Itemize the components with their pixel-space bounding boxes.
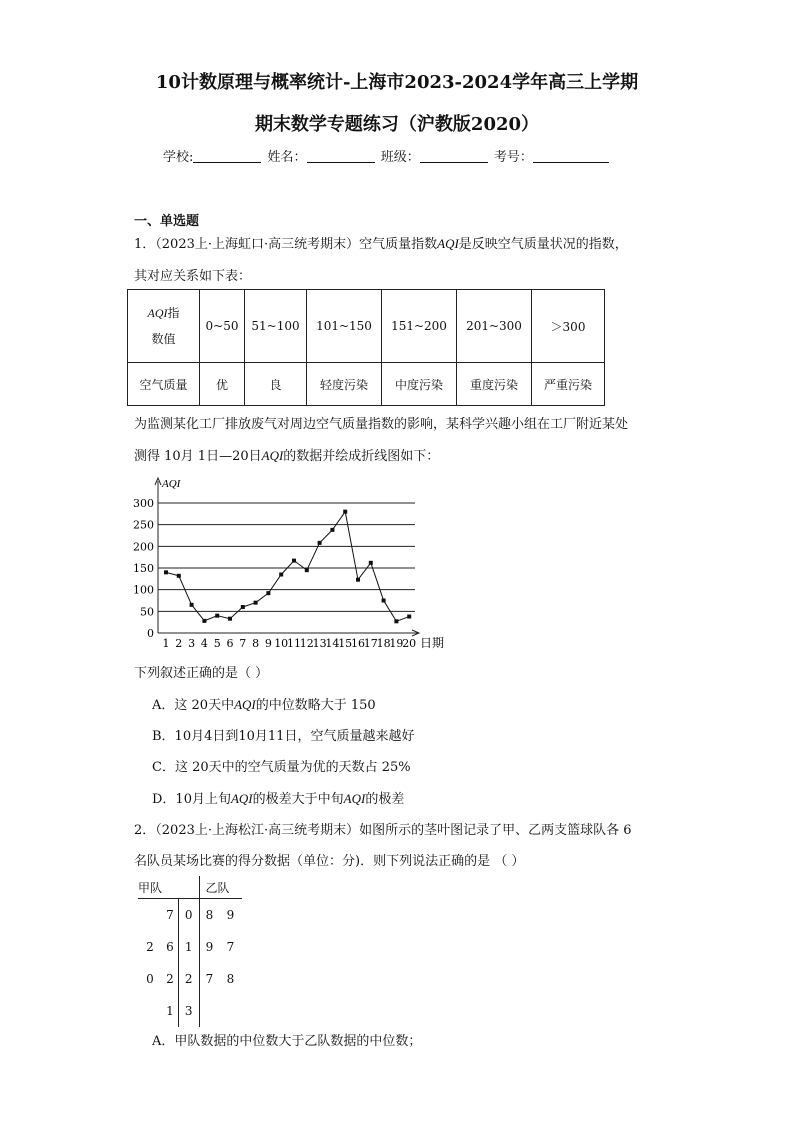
stem: 1 [179,931,200,963]
x-tick-label: 14 [325,637,340,650]
aqi-quality-cell: 轻度污染 [307,363,382,406]
class-blank[interactable] [420,150,488,163]
leaf-a: 6 [166,940,174,954]
y-tick-label: 300 [133,497,154,510]
aqi-header-var: AQI [147,306,168,320]
page-title-line1: 10计数原理与概率统计-上海市2023-2024学年高三上学期 [155,72,639,93]
data-point [266,591,270,595]
leaf-b [199,995,220,1027]
q1-option-d-text1: D．10月上旬 [152,792,231,807]
name-label: 姓名： [267,150,307,165]
data-point [177,574,181,578]
team-a-title: 甲队 [138,876,179,899]
q1-option-b[interactable]: B．10月4日到10月11日，空气质量越来越好 [152,729,415,744]
y-axis-title: AQI [162,478,181,490]
section-heading: 一、单选题 [134,214,200,229]
leaf-b: 7 [205,972,214,986]
x-tick-label: 6 [226,637,234,650]
x-tick-label: 1 [162,637,170,650]
q1-option-a-text2: 的中位数略大于 150 [255,698,376,713]
x-tick-label: 19 [389,637,404,650]
aqi-chart-svg [130,475,460,650]
aqi-symbol: AQI [437,236,459,251]
x-tick-label: 16 [351,637,365,650]
data-point [318,541,322,545]
x-tick-label: 17 [363,637,378,650]
data-point [343,510,347,514]
stem-leaf-row [138,995,242,1027]
number-blank[interactable] [533,150,609,163]
q1-para2-text-b: 的数据并绘成折线图如下： [283,449,440,464]
y-tick-label: 0 [147,627,154,640]
aqi-range-cell: 101~150 [307,290,382,363]
x-tick-label: 18 [376,637,391,650]
x-tick-label: 8 [252,637,260,650]
x-tick-label: 9 [264,637,272,650]
aqi-table [127,289,605,406]
aqi-table-header [128,290,200,363]
leaf-a: 7 [166,908,174,922]
leaf-b: 7 [226,940,235,954]
aqi-range-cell: 201~300 [457,290,532,363]
name-blank[interactable] [307,150,375,163]
x-tick-label: 13 [312,637,327,650]
team-b-title: 乙队 [199,876,242,899]
stem: 3 [179,995,200,1027]
aqi-series-line [166,512,409,622]
x-tick-label: 7 [239,637,247,650]
stem-leaf-row [138,931,242,963]
aqi-range-cell: 151~200 [382,290,457,363]
data-point [279,573,283,577]
q1-option-d[interactable] [152,788,404,807]
aqi-range-cell: 0~50 [200,290,245,363]
q1-line1-text-b: 是反映空气质量状况的指数， [458,237,628,252]
leaf-a [138,899,162,932]
aqi-symbol: AQI [230,791,253,806]
data-point [164,570,168,574]
q2-option-a[interactable]: A．甲队数据的中位数大于乙队数据的中位数； [152,1034,422,1049]
class-label: 班级： [380,150,420,165]
q1-line1 [134,233,628,252]
number-label: 考号： [493,150,533,165]
leaf-a: 1 [166,1004,174,1018]
aqi-header-rest1: 指 [167,306,180,320]
x-tick-label: 3 [188,637,196,650]
q1-para1: 为监测某化工厂排放废气对周边空气质量指数的影响，某科学兴趣小组在工厂附近某处 [134,417,629,432]
q2-line1: 2．（2023上·上海松江·高三统考期末）如图所示的茎叶图记录了甲、乙两支篮球队各 6 [134,823,632,838]
q1-question: 下列叙述正确的是（ ） [134,666,269,681]
data-point [190,603,194,607]
x-tick-label: 20 [402,637,417,650]
data-point [228,617,232,621]
school-blank[interactable] [193,150,261,163]
leaf-b: 8 [205,908,214,922]
leaf-a: 2 [146,940,154,954]
aqi-line-chart [130,475,460,650]
q1-line1-text-a: 1．（2023上·上海虹口·高三统考期末）空气质量指数 [134,237,438,252]
x-tick-label: 4 [200,637,208,650]
page-title-line2: 期末数学专题练习（沪教版2020） [254,114,540,135]
aqi-symbol: AQI [261,448,284,463]
data-point [407,615,411,619]
data-point [382,599,386,603]
y-tick-label: 100 [133,583,154,597]
y-tick-label: 50 [140,605,154,619]
x-tick-label: 11 [287,637,301,650]
data-point [356,578,360,582]
student-info-row [163,146,611,165]
stem: 2 [179,963,200,995]
aqi-range-cell: 51~100 [245,290,307,363]
stem-header-blank [179,876,200,899]
x-tick-label: 2 [175,637,183,650]
leaf-b: 8 [226,972,235,986]
data-point [369,561,373,565]
q2-line2: 名队员某场比赛的得分数据（单位：分)．则下列说法正确的是 （ ） [134,854,525,869]
aqi-quality-cell: 重度污染 [457,363,532,406]
q1-option-a[interactable] [152,694,376,713]
aqi-quality-cell: 中度污染 [382,363,457,406]
y-tick-label: 200 [133,540,154,554]
leaf-a: 0 [146,972,154,986]
leaf-a: 2 [166,972,174,986]
school-label: 学校: [163,150,194,165]
data-point [330,528,334,532]
aqi-quality-cell: 良 [245,363,307,406]
q1-option-c[interactable]: C．这 20天中的空气质量为优的天数占 25% [152,760,411,775]
data-point [241,605,245,609]
leaf-b [220,995,242,1027]
aqi-header-rest2: 数值 [151,332,176,346]
x-axis-title: 日期 [420,636,445,650]
stem-leaf-row [138,899,242,932]
q1-line2: 其对应关系如下表： [134,269,252,284]
aqi-table-row-quality [128,363,605,406]
aqi-symbol: AQI [343,791,366,806]
leaf-b: 9 [205,940,214,954]
x-tick-label: 12 [299,637,314,650]
x-tick-label: 10 [274,637,289,650]
x-tick-label: 15 [338,637,353,650]
data-point [254,601,258,605]
y-tick-label: 150 [133,562,154,575]
data-point [394,619,398,623]
y-tick-label: 250 [133,518,154,532]
leaf-a [138,995,162,1027]
aqi-symbol: AQI [234,697,256,712]
leaf-b: 9 [226,908,235,922]
x-tick-label: 5 [213,637,221,650]
q1-option-d-text2: 的极差大于中旬 [252,792,344,807]
aqi-quality-cell: 优 [200,363,245,406]
data-point [202,619,206,623]
aqi-table-row-index [128,290,605,363]
stem-leaf-plot [138,876,242,1027]
stem-leaf-header [138,876,242,899]
stem-leaf-row [138,963,242,995]
data-point [292,559,296,563]
stem: 0 [179,899,200,932]
data-point [215,614,219,618]
aqi-range-cell: ＞300 [532,290,605,363]
aqi-quality-cell: 严重污染 [532,363,605,406]
data-point [305,568,309,572]
q1-option-a-text1: A．这 20天中 [152,698,235,713]
q1-option-d-text3: 的极差 [365,792,405,807]
q1-para2 [134,445,439,464]
q1-para2-text-a: 测得 10月 1日—20日 [134,449,262,464]
aqi-quality-label: 空气质量 [128,363,200,406]
